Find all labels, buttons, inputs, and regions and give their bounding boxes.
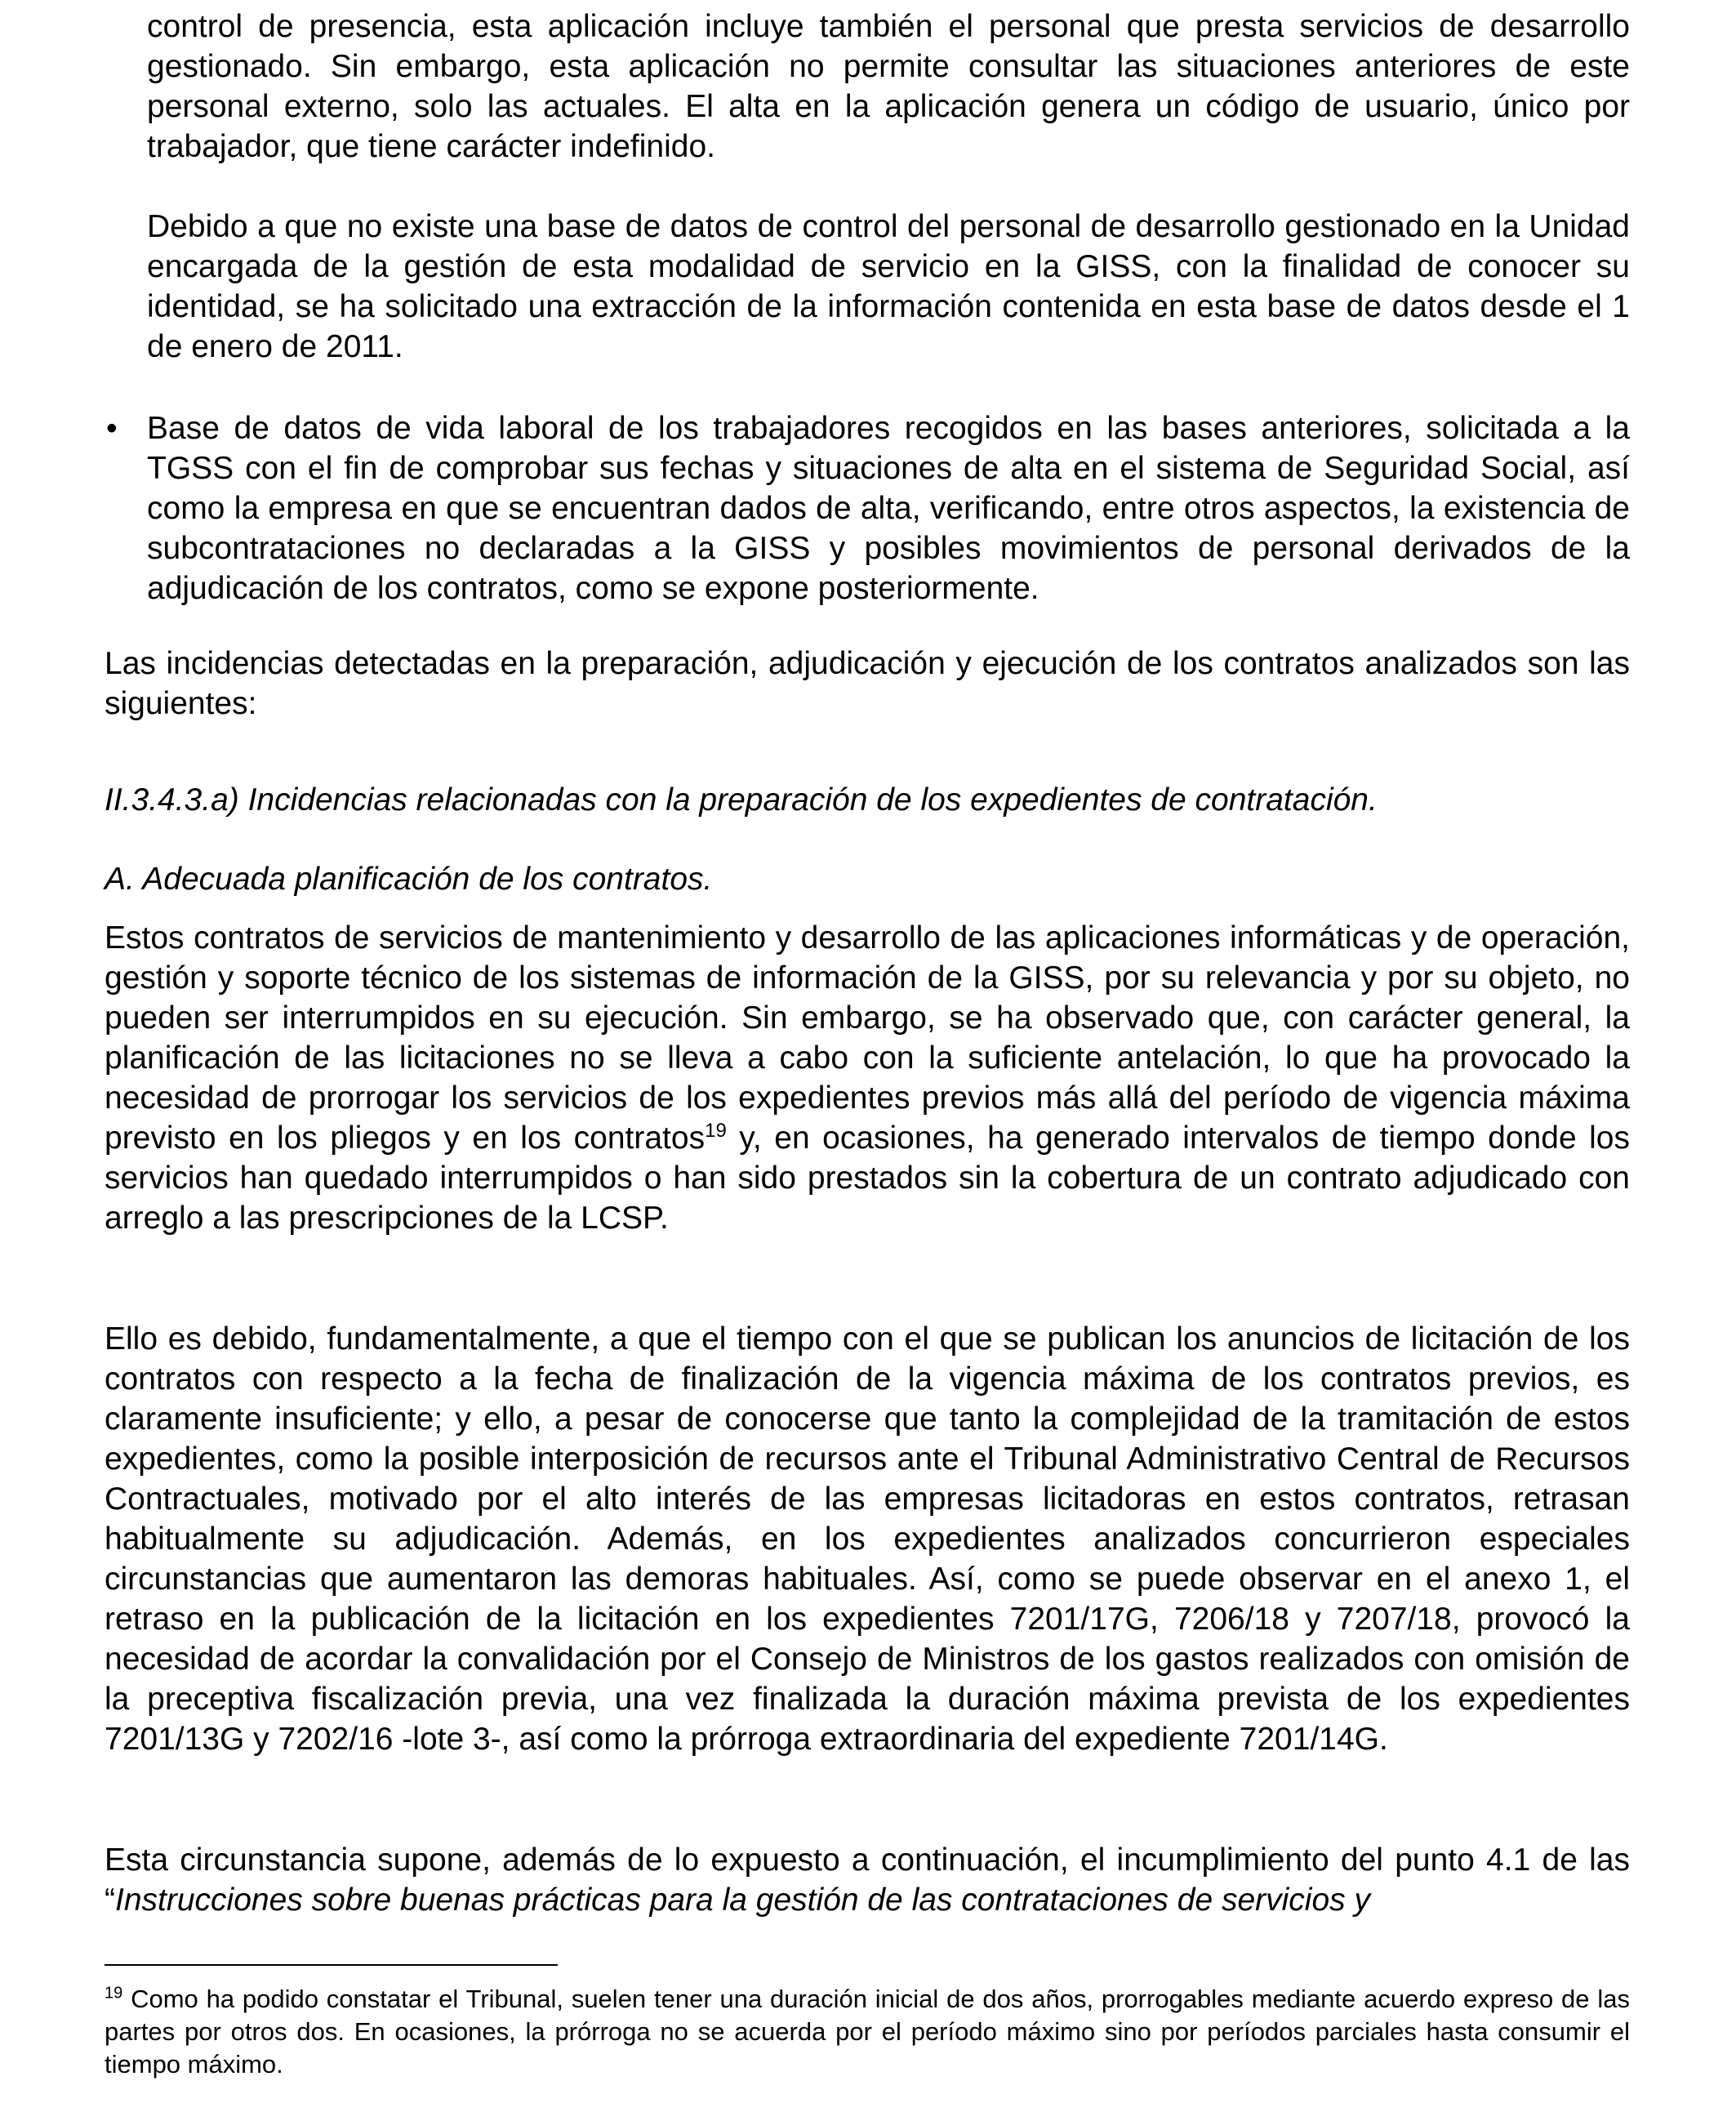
bullet-item-vida-laboral: Base de datos de vida laboral de los trabajadores recogidos en las bases anteriores, solicitada a la TGSS con el fin de comprobar sus fechas y situaciones de alta en el sistema de Seguridad Social, así como la empresa en que se encuentran dados de alta, verificando, entre otros aspectos, la existencia de subcontrataciones no declaradas a la GISS y posibles movimientos de personal derivados de la adjudicación de los contratos, como se expone posteriormente. — [147, 411, 1630, 606]
paragraph-control-presencia: control de presencia, esta aplicación incluye también el personal que presta servicios de desarrollo gestionado. Sin embargo, esta aplicación no permite consultar las situaciones anteriores de este personal externo, solo las actuales. El alta en la aplicación genera un código de usuario, único por trabajador, que tiene carácter indefinido. — [147, 9, 1630, 164]
paragraph-base-datos-desarrollo: Debido a que no existe una base de datos de control del personal de desarrollo gestionado en la Unidad encargada de la gestión de esta modalidad de servicio en la GISS, con la finalidad de conocer su identidad, se ha solicitado una extracción de la información contenida en esta base de datos desde el 1 de enero de 2011. — [147, 209, 1630, 364]
paragraph-esta-circunstancia — [105, 1840, 1630, 1920]
footnote-separator — [105, 1964, 558, 1966]
section-heading: II.3.4.3.a) Incidencias relacionadas con la preparación de los expedientes de contratación. — [105, 782, 1378, 818]
paragraph-incidencias-intro: Las incidencias detectadas en la preparación, adjudicación y ejecución de los contratos analizados son las siguientes: — [105, 646, 1630, 721]
footnote-text: Como ha podido constatar el Tribunal, suelen tener una duración inicial de dos años, prorrogables mediante acuerdo expreso de las partes por otros dos. En ocasiones, la prórroga no se acuerda por el período máximo sino por períodos parciales hasta consumir el tiempo máximo. — [105, 1985, 1630, 2078]
paragraph-ello-es-debido: Ello es debido, fundamentalmente, a que el tiempo con el que se publican los anuncios de licitación de los contratos con respecto a la fecha de finalización de la vigencia máxima de los contratos previos, es claramente insuficiente; y ello, a pesar de conocerse que tanto la complejidad de la tramitación de estos expedientes, como la posible interposición de recursos ante el Tribunal Administrativo Central de Recursos Contractuales, motivado por el alto interés de las empresas licitadoras en estos contratos, retrasan habitualmente su adjudicación. Además, en los expedientes analizados concurrieron especiales circunstancias que aumentaron las demoras habituales. Así, como se puede observar en el anexo 1, el retraso en la publicación de la licitación en los expedientes 7201/17G, 7206/18 y 7207/18, provocó la necesidad de acordar la convalidación por el Consejo de Ministros de los gastos realizados con omisión de la preceptiva fiscalización previa, una vez finalizada la duración máxima prevista de los expedientes 7201/13G y 7202/16 -lote 3-, así como la prórroga extraordinaria del expediente 7201/14G. — [105, 1321, 1630, 1757]
paragraph-planificacion-text-b: y, en ocasiones, ha generado intervalos de tiempo donde los servicios han quedado interrumpidos o han sido prestados sin la cobertura de un contrato adjudicado con arreglo a las prescripciones de la LCSP. — [105, 1121, 1630, 1236]
footnote-reference: 19 — [705, 1120, 727, 1142]
paragraph-circunstancia-text: Esta circunstancia supone, además de lo expuesto a continuación, el incumplimiento del punto 4.1 de las “ — [105, 1842, 1630, 1918]
footnote — [105, 1983, 1630, 2081]
subsection-heading: A. Adecuada planificación de los contratos. — [105, 862, 713, 897]
bullet-icon: • — [106, 411, 118, 446]
paragraph-planificacion — [105, 918, 1630, 1238]
footnote-number: 19 — [105, 1984, 123, 2003]
paragraph-planificacion-text-a: Estos contratos de servicios de mantenimiento y desarrollo de las aplicaciones informáticas y de operación, gestión y soporte técnico de los sistemas de información de la GISS, por su relevancia y por su objeto, no pueden ser interrumpidos en su ejecución. Sin embargo, se ha observado que, con carácter general, la planificación de las licitaciones no se lleva a cabo con la suficiente antelación, lo que ha provocado la necesidad de prorrogar los servicios de los expedientes previos más allá del período de vigencia máxima previsto en los pliegos y en los contratos — [105, 920, 1630, 1156]
paragraph-circunstancia-italic: Instrucciones sobre buenas prácticas para la gestión de las contrataciones de servicios y — [115, 1882, 1370, 1918]
